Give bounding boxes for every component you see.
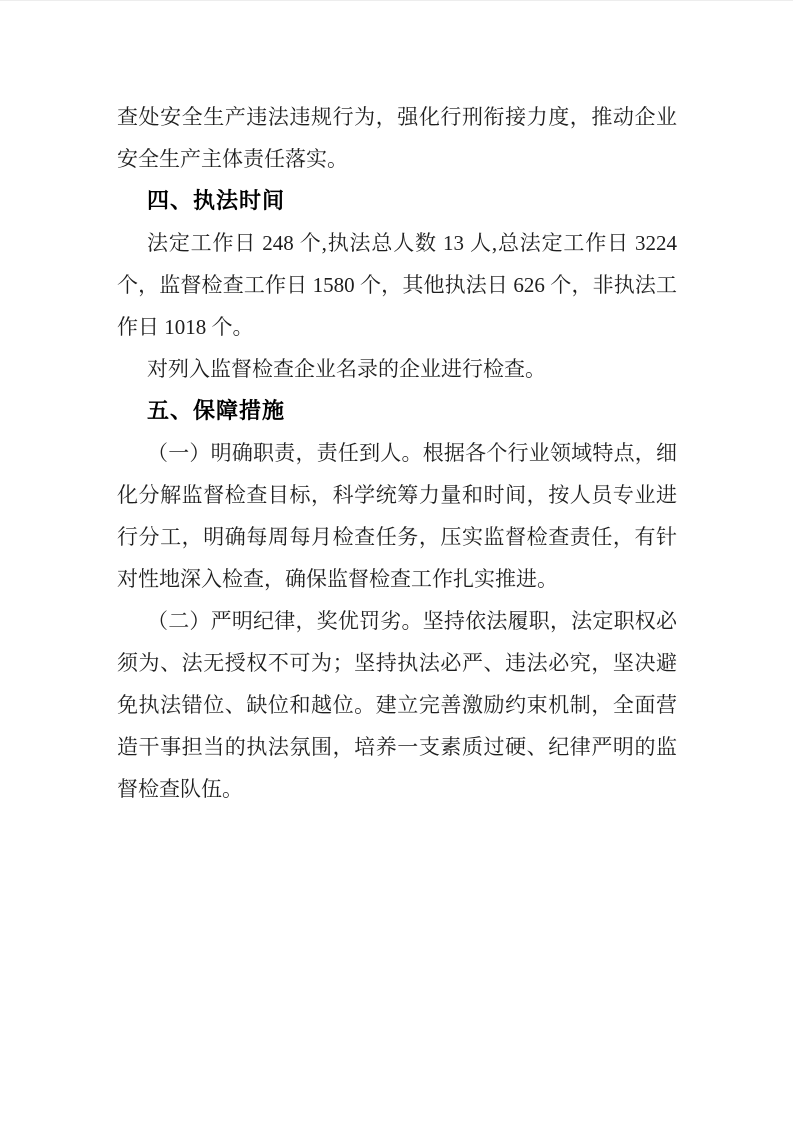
paragraph-continuation: 查处安全生产违法违规行为，强化行刑衔接力度，推动企业安全生产主体责任落实。 [117, 105, 677, 171]
paragraph-inspection-scope: 对列入监督检查企业名录的企业进行检查。 [147, 357, 546, 381]
heading-section-4: 四、执法时间 [147, 188, 286, 213]
document-body [117, 96, 677, 810]
paragraph-enforcement-days: 法定工作日 248 个,执法总人数 13 人,总法定工作日 3224 个，监督检查工作日 1580 个，其他执法日 626 个，非执法工作日 1018 个。 [117, 231, 677, 339]
paragraph-measure-2: （二）严明纪律，奖优罚劣。坚持依法履职，法定职权必须为、法无授权不可为；坚持执法必严、违法必究，坚决避免执法错位、缺位和越位。建立完善激励约束机制，全面营造干事担当的执法氛围，培养一支素质过硬、纪律严明的监督检查队伍。 [117, 609, 677, 801]
paragraph-measure-1: （一）明确职责，责任到人。根据各个行业领域特点，细化分解监督检查目标，科学统筹力量和时间，按人员专业进行分工，明确每周每月检查任务，压实监督检查责任，有针对性地深入检查，确保监督检查工作扎实推进。 [117, 441, 677, 591]
heading-section-5: 五、保障措施 [147, 398, 286, 423]
